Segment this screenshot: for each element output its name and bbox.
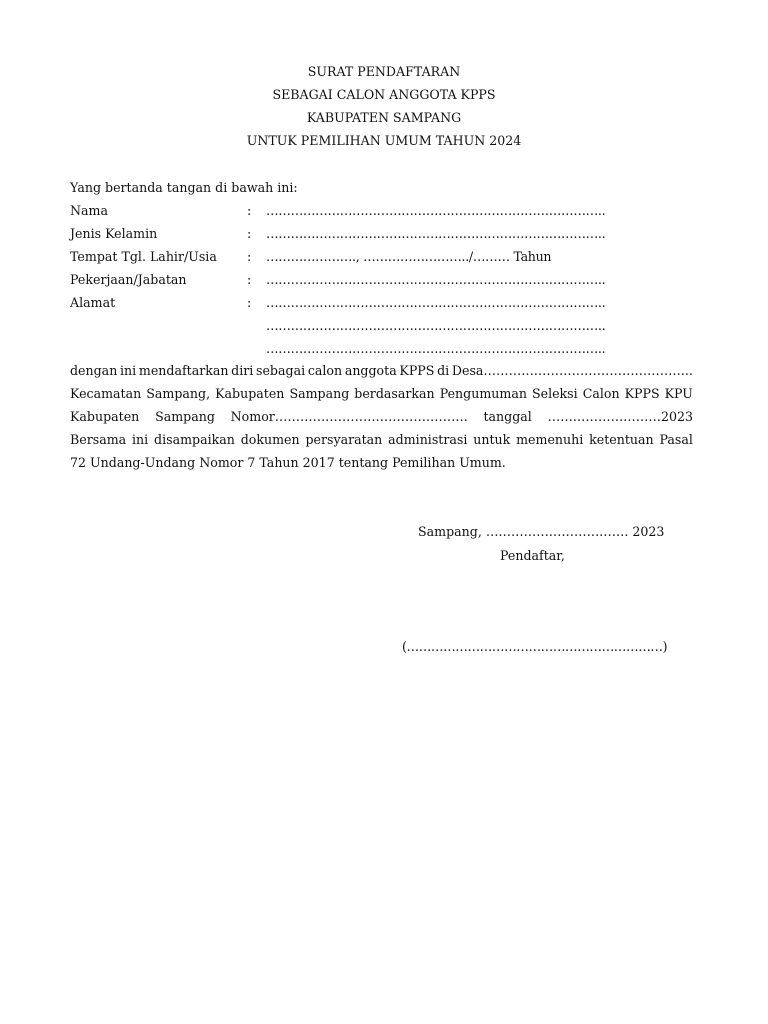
- field-label: Jenis Kelamin: [70, 226, 158, 241]
- field-blank: ………………………………………………………………………..: [266, 272, 606, 287]
- word: Desa…………………………………………..: [451, 363, 693, 378]
- word: di: [437, 363, 450, 378]
- paragraph-line-2: [70, 382, 693, 405]
- word: Kabupaten: [70, 409, 140, 424]
- word: administrasi: [388, 432, 468, 447]
- field-blank: …………………., ……………………../……… Tahun: [266, 249, 552, 264]
- word: Kecamatan: [70, 386, 142, 401]
- word: dengan: [70, 363, 118, 378]
- word: ketentuan: [589, 432, 654, 447]
- word: KPPS: [624, 386, 660, 401]
- word: ini: [132, 432, 149, 447]
- word: Pasal: [659, 432, 693, 447]
- document-title: [0, 60, 768, 152]
- field-blank: ………………………………………………………………………..: [266, 341, 606, 356]
- word: disampaikan: [154, 432, 235, 447]
- word: Sampang: [155, 409, 215, 424]
- field-blank: ………………………………………………………………………..: [266, 203, 606, 218]
- word: Pengumuman: [439, 386, 527, 401]
- title-line-3: KABUPATEN SAMPANG: [306, 110, 462, 125]
- word: mendaftarkan: [138, 363, 229, 378]
- field-colon: :: [247, 295, 252, 310]
- paragraph-line-1: [70, 359, 693, 382]
- intro-text: Yang bertanda tangan di bawah ini:: [70, 180, 298, 195]
- word: untuk: [473, 432, 511, 447]
- word: Nomor……………………………………….: [230, 409, 468, 424]
- field-label: Nama: [70, 203, 108, 218]
- title-line-4: UNTUK PEMILIHAN UMUM TAHUN 2024: [246, 133, 522, 148]
- field-label: Alamat: [70, 295, 116, 310]
- word: Sampang: [289, 386, 350, 401]
- field-row-alamat-2: [70, 314, 690, 337]
- word: ………………………2023: [547, 409, 693, 424]
- field-label: Tempat Tgl. Lahir/Usia: [70, 249, 217, 264]
- title-line-2: SEBAGAI CALON ANGGOTA KPPS: [272, 87, 496, 102]
- field-colon: :: [247, 203, 252, 218]
- word: berdasarkan: [354, 386, 435, 401]
- body-paragraph: [70, 359, 693, 474]
- word: tanggal: [483, 409, 532, 424]
- word: ini: [120, 363, 137, 378]
- word: KPPS: [399, 363, 435, 378]
- paragraph-line-5: [70, 451, 693, 474]
- paragraph-line-4: [70, 428, 693, 451]
- word: KPU: [664, 386, 693, 401]
- paragraph-line-3: [70, 405, 693, 428]
- field-row-pekerjaan: [70, 268, 690, 291]
- word: Calon: [582, 386, 620, 401]
- title-line-1: SURAT PENDAFTARAN: [307, 64, 461, 79]
- word: persyaratan: [305, 432, 383, 447]
- word: diri: [231, 363, 254, 378]
- field-colon: :: [247, 249, 252, 264]
- field-colon: :: [247, 272, 252, 287]
- field-blank: ………………………………………………………………………..: [266, 318, 606, 333]
- word: Bersama: [70, 432, 127, 447]
- signatory-role: Pendaftar,: [500, 548, 565, 563]
- field-row-alamat: [70, 291, 690, 314]
- field-blank: ………………………………………………………………………..: [266, 295, 606, 310]
- signature-line: (………………………………………………………): [402, 639, 668, 654]
- field-row-nama: [70, 199, 690, 222]
- word: Seleksi: [531, 386, 578, 401]
- field-row-tempat-tgl-lahir: [70, 245, 690, 268]
- field-colon: :: [247, 226, 252, 241]
- field-row-jenis-kelamin: [70, 222, 690, 245]
- paragraph-last-line: 72 Undang-Undang Nomor 7 Tahun 2017 tentang Pemilihan Umum.: [70, 455, 506, 470]
- place-and-date: Sampang, ……………………………. 2023: [418, 524, 665, 539]
- word: Sampang,: [146, 386, 211, 401]
- word: anggota: [344, 363, 397, 378]
- word: calon: [307, 363, 343, 378]
- field-row-alamat-3: [70, 337, 690, 360]
- word: sebagai: [256, 363, 306, 378]
- word: Kabupaten: [215, 386, 285, 401]
- word: dokumen: [240, 432, 300, 447]
- field-label: Pekerjaan/Jabatan: [70, 272, 187, 287]
- word: memenuhi: [516, 432, 584, 447]
- field-blank: ………………………………………………………………………..: [266, 226, 606, 241]
- form-fields: [70, 199, 690, 360]
